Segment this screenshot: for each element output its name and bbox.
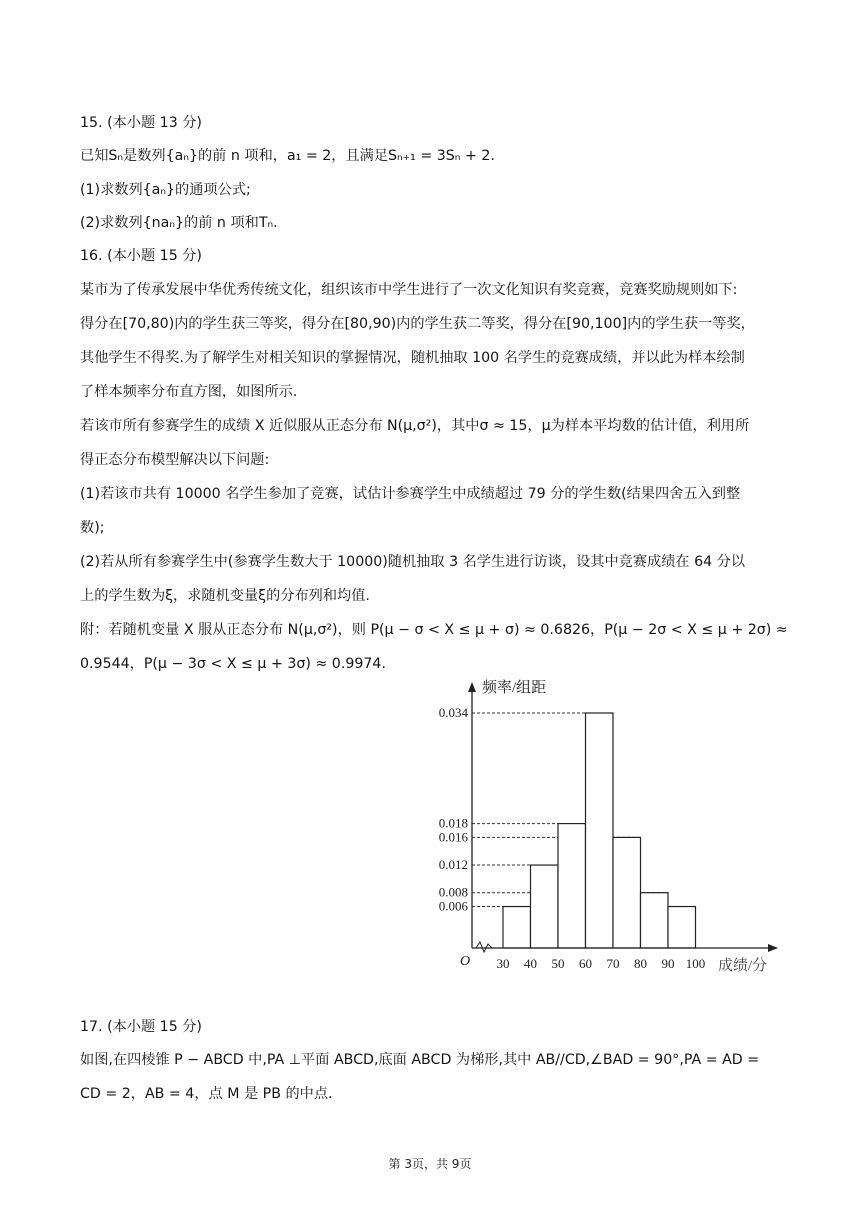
- q16-text-5: 若该市所有参赛学生的成绩 X 近似服从正态分布 N(μ,σ²)，其中σ ≈ 15，μ为样本平均数的估计值，利用所: [80, 418, 750, 434]
- q16-part2-a: (2)若从所有参赛学生中(参赛学生数大于 10000)随机抽取 3 名学生进行访谈，设其中竞赛成绩在 64 分以: [80, 554, 746, 570]
- q16-text-1: 某市为了传承发展中华优秀传统文化，组织该市中学生进行了一次文化知识有奖竞赛，竞赛奖励规则如下:: [80, 282, 738, 298]
- y-tick-label: 0.016: [438, 829, 468, 845]
- q15-heading: 15. (本小题 13 分): [80, 115, 202, 131]
- x-tick-label: 100: [685, 956, 706, 971]
- q16-part1-b: 数);: [80, 520, 105, 536]
- x-axis-title: 成绩/分: [718, 958, 768, 974]
- x-tick-label: 80: [634, 956, 647, 971]
- q16-text-4: 了样本频率分布直方图，如图所示.: [80, 384, 298, 400]
- axis-break-mark: [476, 942, 492, 952]
- x-tick-label: 90: [661, 956, 675, 971]
- x-axis-arrow: [768, 944, 778, 952]
- q17-text-1: 如图,在四棱锥 P − ABCD 中,PA ⊥平面 ABCD,底面 ABCD 为梯形,其中 AB//CD,∠BAD = 90°,PA = AD =: [80, 1052, 760, 1068]
- q16-text-3: 其他学生不得奖.为了解学生对相关知识的掌握情况，随机抽取 100 名学生的竞赛成绩，并以此为样本绘制: [80, 350, 745, 366]
- q17-heading: 17. (本小题 15 分): [80, 1019, 202, 1035]
- y-axis-title: 频率/组距: [482, 680, 547, 696]
- histogram-bar: [641, 893, 669, 948]
- q17-text-2: CD = 2，AB = 4，点 M 是 PB 的中点.: [80, 1086, 333, 1102]
- histogram-bar: [668, 907, 696, 948]
- y-tick-label: 0.008: [438, 884, 468, 900]
- y-tick-label: 0.012: [438, 857, 468, 873]
- q16-heading: 16. (本小题 15 分): [80, 248, 202, 264]
- histogram-bar: [613, 837, 641, 948]
- q15-part1: (1)求数列{aₙ}的通项公式;: [80, 182, 251, 198]
- x-tick-label: 50: [551, 956, 565, 971]
- y-tick-label: 0.006: [438, 898, 468, 914]
- q16-text-2: 得分在[70,80)内的学生获三等奖，得分在[80,90)内的学生获二等奖，得分在[90,100]内的学生获一等奖，: [80, 316, 755, 332]
- y-tick-label: 0.034: [438, 705, 468, 720]
- q16-part1-a: (1)若该市共有 10000 名学生参加了竞赛，试估计参赛学生中成绩超过 79 分的学生数(结果四舍五入到整: [80, 486, 741, 502]
- y-axis-arrow: [468, 682, 476, 692]
- y-tick-label: 0.018: [438, 815, 468, 831]
- x-tick-label: 70: [606, 956, 620, 971]
- histogram-bar: [503, 907, 531, 948]
- q16-text-6: 得正态分布模型解决以下问题:: [80, 452, 270, 468]
- q15-statement: 已知Sₙ是数列{aₙ}的前 n 项和，a₁ = 2，且满足Sₙ₊₁ = 3Sₙ + 2.: [80, 148, 495, 164]
- frequency-histogram: [420, 676, 800, 986]
- q15-part2: (2)求数列{naₙ}的前 n 项和Tₙ.: [80, 215, 278, 231]
- histogram-bar: [586, 713, 614, 948]
- q16-part2-b: 上的学生数为ξ，求随机变量ξ的分布列和均值.: [80, 588, 370, 604]
- x-tick-label: 40: [524, 956, 537, 971]
- page-footer: 第 3页，共 9页: [388, 1157, 472, 1171]
- x-tick-label: 30: [496, 956, 510, 971]
- histogram-bar: [531, 865, 559, 948]
- q16-appendix-b: 0.9544，P(μ − 3σ < X ≤ μ + 3σ) ≈ 0.9974.: [80, 656, 386, 672]
- origin-label: O: [460, 954, 471, 969]
- x-tick-label: 60: [579, 956, 592, 971]
- q16-appendix-a: 附：若随机变量 X 服从正态分布 N(μ,σ²)，则 P(μ − σ < X ≤ μ + σ) ≈ 0.6826，P(μ − 2σ < X ≤ μ + 2σ) ≈: [80, 622, 788, 638]
- histogram-bar: [558, 824, 586, 948]
